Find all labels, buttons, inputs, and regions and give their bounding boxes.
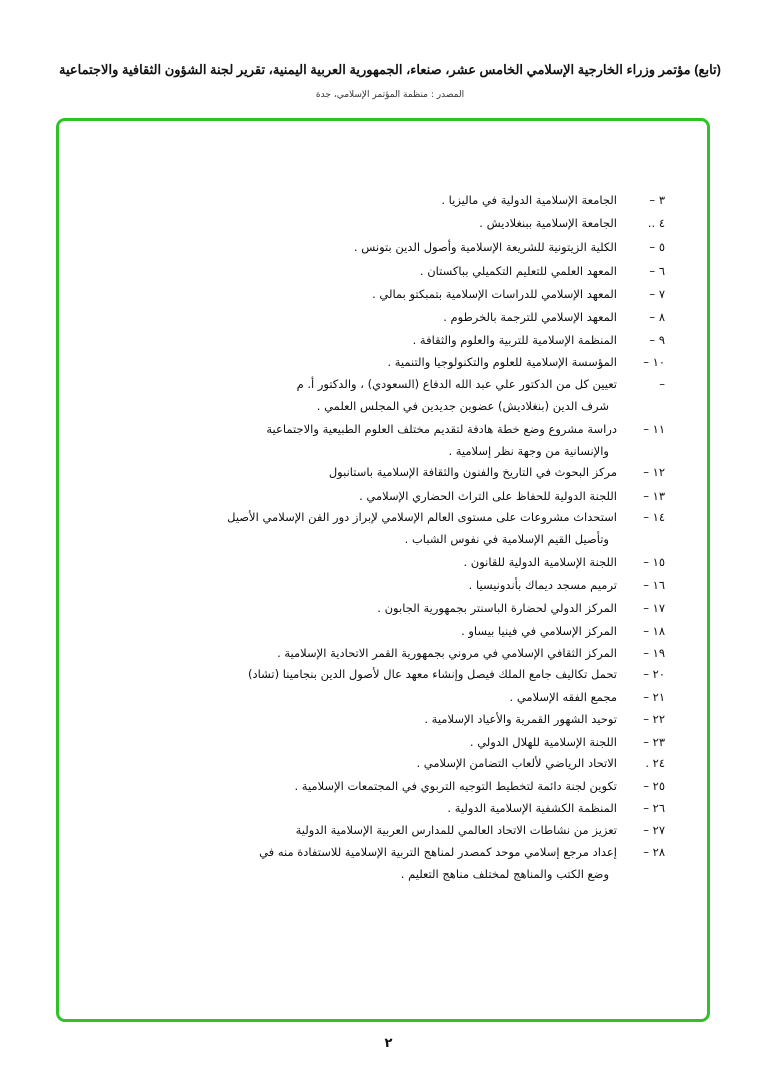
list-item xyxy=(248,667,665,681)
list-item xyxy=(294,779,665,793)
page-number: ٢ xyxy=(384,1036,393,1051)
item-text: اللجنة الإسلامية للهلال الدولي . xyxy=(469,735,617,749)
item-number: ١٦ – xyxy=(643,578,665,592)
document-title: (تابع) مؤتمر وزراء الخارجية الإسلامي الخامس عشر، صنعاء، الجمهورية العربية اليمنية، تقرير لجنة الشؤون الثقافية والاجتماعية xyxy=(58,62,722,77)
item-text: مجمع الفقه الإسلامي . xyxy=(509,690,617,704)
item-text: تكوين لجنة دائمة لتخطيط التوجيه التربوي في المجتمعات الإسلامية . xyxy=(294,779,617,793)
item-number: ١٩ – xyxy=(643,646,665,660)
item-number: ٩ – xyxy=(649,333,665,347)
list-item xyxy=(259,845,665,859)
item-text: المركز الإسلامي في فينيا بيساو . xyxy=(461,624,617,638)
list-item xyxy=(377,601,665,615)
item-number: ٢٠ – xyxy=(643,667,665,681)
item-number: ٢٦ – xyxy=(643,801,665,815)
list-item xyxy=(359,489,665,503)
item-number: ٢٣ – xyxy=(643,735,665,749)
item-number: ١٥ – xyxy=(643,555,665,569)
item-text: المعهد العلمي للتعليم التكميلي بباكستان . xyxy=(419,264,617,278)
list-item xyxy=(443,310,665,324)
item-number: ٢٥ – xyxy=(643,779,665,793)
item-text: الجامعة الإسلامية الدولية في ماليزيا . xyxy=(441,193,617,207)
list-item xyxy=(387,355,665,369)
item-text: المنظمة الكشفية الإسلامية الدولية . xyxy=(447,801,617,815)
item-text: المؤسسة الإسلامية للعلوم والتكنولوجيا والتنمية . xyxy=(387,355,617,369)
item-text: اللجنة الإسلامية الدولية للقانون . xyxy=(463,555,617,569)
item-number: ٢١ – xyxy=(643,690,665,704)
list-item xyxy=(441,193,665,207)
item-number: ١٣ – xyxy=(643,489,665,503)
source-line: المصدر : منظمة المؤتمر الإسلامي، جدة xyxy=(315,90,465,100)
item-text: إعداد مرجع إسلامي موحد كمصدر لمناهج التربية الإسلامية للاستفادة منه في xyxy=(259,845,617,859)
item-number: ٢٧ – xyxy=(643,823,665,837)
item-text: مركز البحوث في التاريخ والفنون والثقافة الإسلامية باستانبول xyxy=(328,465,617,479)
item-text: الجامعة الإسلامية ببنغلاديش . xyxy=(479,216,617,230)
list-item xyxy=(329,465,665,479)
item-number: ٦ – xyxy=(649,264,665,278)
item-text: دراسة مشروع وضع خطة هادفة لتقديم مختلف العلوم الطبيعية والاجتماعية xyxy=(266,422,617,436)
item-text: استحداث مشروعات على مستوى العالم الإسلامي لإبراز دور الفن الإسلامي الأصيل xyxy=(227,510,617,524)
item-text: المنظمة الإسلامية للتربية والعلوم والثقافة . xyxy=(412,333,617,347)
item-number: ٣ – xyxy=(649,193,665,207)
list-item xyxy=(413,333,665,347)
list-item xyxy=(424,712,665,726)
list-item xyxy=(420,264,665,278)
list-item xyxy=(447,801,665,815)
list-item xyxy=(266,422,665,436)
item-text: اللجنة الدولية للحفاظ على التراث الحضاري الإسلامي . xyxy=(359,489,617,503)
list-item xyxy=(470,735,665,749)
item-text: تحمل تكاليف جامع الملك فيصل وإنشاء معهد عال لأصول الدين بنجامينا (تشاد) xyxy=(248,667,617,681)
item-number: ٧ – xyxy=(649,287,665,301)
item-number: ٤ .. xyxy=(647,216,665,230)
item-text-continuation: وضع الكتب والمناهج لمختلف مناهج التعليم . xyxy=(400,867,609,881)
list-item xyxy=(469,578,665,592)
item-text-continuation: وتأصيل القيم الإسلامية في نفوس الشباب . xyxy=(404,532,609,546)
item-text: تعيين كل من الدكتور علي عبد الله الدفاع (السعودي) ، والدكتور أ. م xyxy=(296,377,617,391)
item-text: الاتحاد الرياضي لألعاب التضامن الإسلامي . xyxy=(416,756,617,770)
item-number: ٢٤ . xyxy=(645,756,665,770)
item-number: ١١ – xyxy=(643,422,665,436)
item-number: ٨ – xyxy=(649,310,665,324)
item-text: ترميم مسجد ديماك بأندونيسيا . xyxy=(468,578,617,592)
item-text: المعهد الإسلامي للترجمة بالخرطوم . xyxy=(443,310,617,324)
list-item xyxy=(227,510,665,524)
item-text: المركز الثقافي الإسلامي في مروني بجمهورية القمر الاتحادية الإسلامية . xyxy=(277,646,617,660)
list-item xyxy=(510,690,665,704)
item-number: ١٢ – xyxy=(643,465,665,479)
item-number: ٥ – xyxy=(649,240,665,254)
list-item xyxy=(296,823,665,837)
item-number: ١٧ – xyxy=(643,601,665,615)
list-item xyxy=(461,624,665,638)
list-item xyxy=(372,287,665,301)
item-number: ١٨ – xyxy=(643,624,665,638)
list-item xyxy=(297,377,665,391)
item-number: ٢٨ – xyxy=(643,845,665,859)
item-number: ٢٢ – xyxy=(643,712,665,726)
item-text: الكلية الزيتونية للشريعة الإسلامية وأصول الدين بتونس . xyxy=(353,240,617,254)
item-number: – xyxy=(659,377,665,391)
list-item xyxy=(416,756,665,770)
item-number: ١٠ – xyxy=(643,355,665,369)
item-text: توحيد الشهور القمرية والأعياد الإسلامية . xyxy=(424,712,617,726)
item-text: تعزيز من نشاطات الاتحاد العالمي للمدارس العربية الإسلامية الدولية xyxy=(295,823,617,837)
item-text: المركز الدولي لحضارة الباسنتر بجمهورية الجابون . xyxy=(377,601,617,615)
list-item xyxy=(463,555,665,569)
item-text: المعهد الإسلامي للدراسات الإسلامية بتمبكتو بمالي . xyxy=(372,287,617,301)
item-text-continuation: شرف الدين (بنغلاديش) عضوين جديدين في المجلس العلمي . xyxy=(316,399,609,413)
item-text-continuation: والإنسانية من وجهة نظر إسلامية . xyxy=(448,444,609,458)
item-number: ١٤ – xyxy=(643,510,665,524)
list-item xyxy=(479,216,665,230)
list-item xyxy=(354,240,665,254)
list-item xyxy=(277,646,665,660)
